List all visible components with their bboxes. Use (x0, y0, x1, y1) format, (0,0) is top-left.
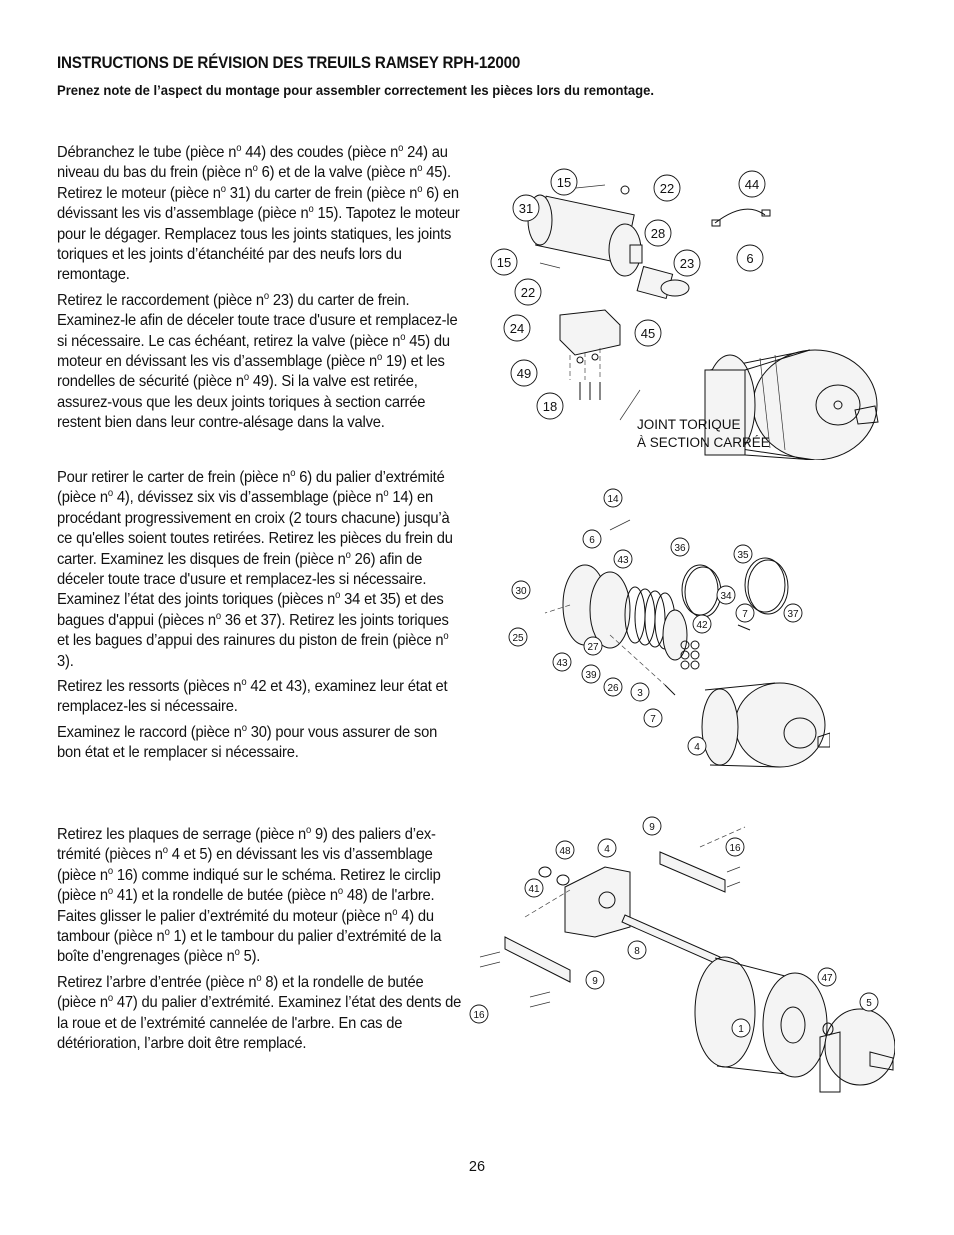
callout-label: 16 (473, 1010, 485, 1021)
section-brake-housing-text (57, 468, 463, 769)
callout-label: 14 (607, 494, 619, 505)
section-tie-plates-text (57, 825, 463, 1059)
callout-label: 35 (737, 550, 749, 561)
callout-label: 1 (738, 1024, 744, 1035)
bolt-drawing (540, 263, 560, 268)
callout-label: 43 (556, 658, 568, 669)
paragraph: Examinez le raccord (pièce $n^o$ 30) pour vous assurer de son bon état et le remplacer si nécessaire. (57, 722, 438, 762)
callout-label: 18 (542, 399, 558, 414)
motor-end-bearing-drawing (565, 867, 630, 937)
circlip-drawing (539, 867, 551, 877)
washer-drawing (621, 186, 629, 194)
callout-label: 23 (679, 256, 695, 271)
fitting-drawing (712, 220, 720, 226)
fitting-drawing (762, 210, 770, 216)
callout-label: 8 (634, 946, 640, 957)
callout-label: 25 (512, 633, 524, 644)
callout-label: 44 (744, 177, 760, 192)
callout-label: 48 (559, 846, 571, 857)
callout-label: 15 (496, 255, 512, 270)
callout-label: 31 (518, 201, 534, 216)
bolt-drawing (610, 520, 630, 530)
callout-label: 15 (556, 175, 572, 190)
callout-label: 41 (528, 884, 540, 895)
page-subtitle: Prenez note de l’aspect du montage pour assembler correctement les pièces lors du remontage. (57, 83, 654, 99)
bolt-drawing (576, 185, 605, 188)
callout-label: 47 (821, 973, 833, 984)
gear-end-bearing-drawing (820, 1009, 895, 1092)
paragraph: Retirez les ressorts (pièces $n^o$ 42 et 43), examinez leur état et remplacez-les si nécessaire. (57, 677, 448, 716)
callout-label: 6 (746, 251, 754, 266)
callout-label: 34 (720, 591, 732, 602)
page-title: INSTRUCTIONS DE RÉVISION DES TREUILS RAMSEY RPH-12000 (57, 54, 521, 72)
bolt-drawing (727, 867, 740, 887)
callout-label: 37 (787, 609, 799, 620)
valve-drawing (560, 310, 620, 400)
paragraph: Retirez le raccordement (pièce $n^o$ 23) du carter de frein. Examinez-le afin de déceler toute trace d'usure et remplacez-le si nécessaire. Le cas échéant, retirez la valve (pièce $n^o$ 45) du moteur en dévissant les vis d’assemblage (pièce $n^o$ 19) et les rondelles de sécurité (pièce $n^o$ 49). Si la valve est retirée, assurez-vous que les deux joints toriques à section carrée restent bien dans leur contre-alésage dans la valve. (57, 290, 458, 432)
callout-label: 6 (589, 535, 595, 546)
drum-drawing (695, 957, 827, 1077)
callout-label: 49 (516, 366, 532, 381)
winch-drawing (702, 683, 830, 767)
alignment-lines (525, 827, 745, 917)
paragraph: Pour retirer le carter de frein (pièce $n^o$ 6) du palier d’extrémité (pièce $n^o$ 4), dévissez six vis d’assemblage (pièce $n^o$ 14) en procédant progressivement en croix (2 tours chacune) jusqu’à ce qu'elles soient toutes retirées. Retirez les pièces du frein du carter. Examinez les disques de frein (pièce $n^o$ 26) afin de déceler toute trace d'usure et remplacez-les si nécessaire. Examinez l’état des joints toriques (pièces $n^o$ 34 et 35) et des bagues d'appui (pièces $n^o$ 36 et 37). Retirez les joints toriques et les bagues d’appui des rainures du piston de frein (pièce $n^o$ 3). (57, 468, 453, 670)
callout-label: 3 (637, 688, 643, 699)
callout-label: 36 (674, 543, 686, 554)
brake-housing-drawing (563, 565, 630, 648)
callout-label: 43 (617, 555, 629, 566)
figure-motor-exploded-view (480, 160, 880, 460)
callout-label: 27 (587, 642, 599, 653)
callout-label: 22 (520, 285, 536, 300)
callout-label: 42 (696, 620, 708, 631)
callout-label: 45 (640, 326, 656, 341)
brake-discs-drawing (625, 587, 687, 660)
callout-label: 28 (650, 226, 666, 241)
callout-label: 4 (694, 742, 700, 753)
figure-label-line-2: À SECTION CARRÉE (637, 435, 770, 450)
callout-label: 9 (649, 822, 655, 833)
paragraph: Débranchez le tube (pièce $n^o$ 44) des coudes (pièce $n^o$ 24) au niveau du bas du frein (pièce $n^o$ 6) et de la valve (pièce $n^o$ 45). Retirez le moteur (pièce $n^o$ 31) du carter de frein (pièce $n^o$ 6) en dévissant les vis d’assemblage (pièce $n^o$ 15). Tapotez le moteur pour le dégager. Remplacez tous les joints statiques, les joints toriques et les joints d’étanchéité par des neufs lors du remontage. (57, 143, 460, 284)
paragraph: Retirez les plaques de serrage (pièce $n^o$ 9) des paliers d’ex-trémité (pièces $n^o$ 4 et 5) en dévissant les vis d’assemblage (pièce $n^o$ 16) comme indiqué sur le schéma. Retirez le circlip (pièce $n^o$ 41) et la rondelle de butée (pièce $n^o$ 48) de l'arbre. Faites glisser le palier d’extrémité du moteur (pièce $n^o$ 4) du tambour (pièce $n^o$ 1) et le tambour du palier d’extrémité de la boîte d’engrenages (pièce $n^o$ 5). (57, 825, 442, 966)
callout-label: 7 (742, 609, 748, 620)
callout-label: 5 (866, 998, 872, 1009)
page-number: 26 (468, 1159, 486, 1175)
callout-label: 30 (515, 586, 527, 597)
callout-label: 24 (509, 321, 525, 336)
callout-label: 4 (604, 844, 610, 855)
callout-label: 39 (585, 670, 597, 681)
callout-label: 9 (592, 976, 598, 987)
thrust-washer-drawing (557, 875, 569, 885)
o-rings-drawing (682, 558, 788, 617)
figure-brake-exploded-view (500, 485, 830, 775)
paragraph: Retirez l’arbre d’entrée (pièce $n^o$ 8) et la rondelle de butée (pièce $n^o$ 47) du palier d’extrémité. Examinez l’état des dents de la roue et de l’extrémité cannelée de l'arbre. En cas de détérioration, l’arbre doit être remplacé. (57, 972, 462, 1053)
tube-44-drawing (715, 209, 765, 223)
motor-drawing (528, 195, 689, 298)
figure-label-line-1: JOINT TORIQUE (637, 417, 741, 432)
callout-label: 7 (650, 714, 656, 725)
callout-label: 26 (607, 683, 619, 694)
callout-label: 16 (729, 843, 741, 854)
callout-label: 22 (659, 181, 675, 196)
figure-drum-exploded-view (465, 812, 895, 1102)
leader-line (620, 390, 640, 420)
section-motor-removal-text (57, 143, 463, 439)
